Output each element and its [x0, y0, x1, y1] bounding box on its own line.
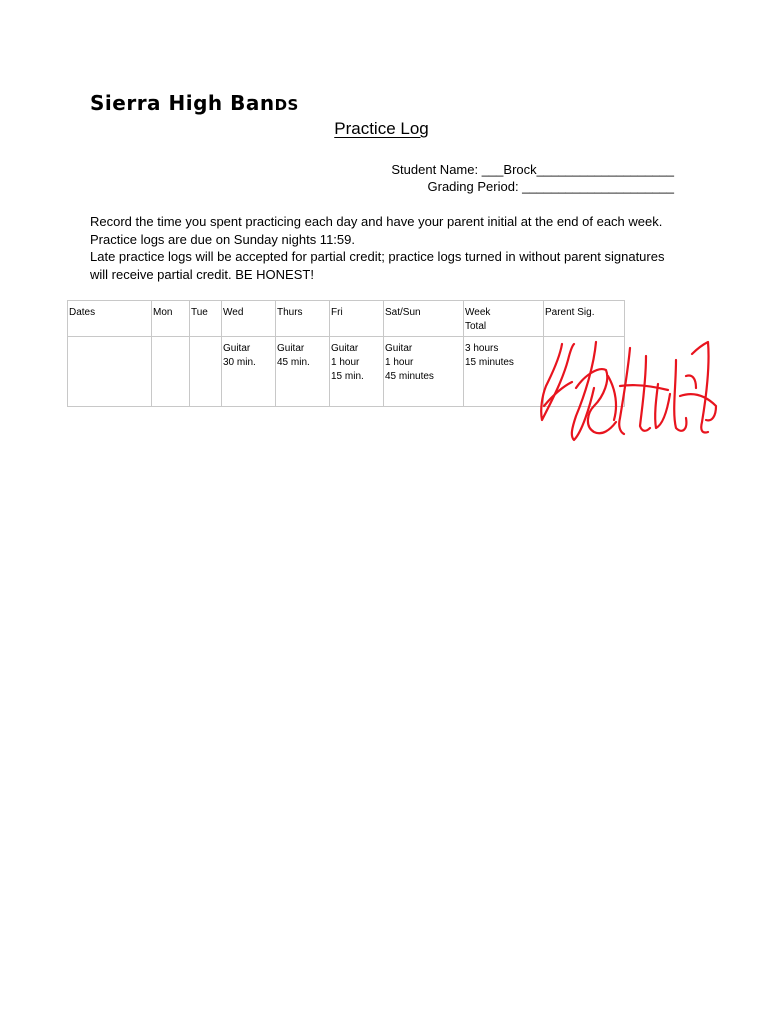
header-wed: Wed: [222, 301, 276, 337]
cell-fri: [330, 337, 384, 407]
header-sat-sun: Sat/Sun: [384, 301, 464, 337]
org-title-tail: DS: [274, 96, 299, 114]
cell-mon: [152, 337, 190, 407]
cell-fri-line: Guitar: [331, 343, 359, 354]
header-thurs: Thurs: [276, 301, 330, 337]
grading-period-line: Grading Period: _____________________: [427, 179, 674, 194]
cell-thurs-line: 45 min.: [277, 357, 310, 368]
cell-week-total-line: 15 minutes: [465, 357, 514, 368]
instruction-line: Late practice logs will be accepted for partial credit; practice logs turned in without parent signatures will receive partial credit. BE HONEST!: [90, 249, 665, 282]
document-title: Practice Log: [334, 119, 429, 138]
header-total-line: Total: [465, 321, 487, 332]
cell-sat-sun-line: 45 minutes: [385, 371, 434, 382]
cell-week-total-line: 3 hours: [465, 343, 499, 354]
instructions: [90, 213, 680, 283]
cell-fri-line: 15 min.: [331, 371, 364, 382]
cell-tue: [190, 337, 222, 407]
cell-dates: [68, 337, 152, 407]
header-week-total: [464, 301, 544, 337]
cell-wed-line: Guitar: [223, 343, 251, 354]
org-title-main: Sierra High Ban: [90, 91, 275, 115]
instruction-line: Record the time you spent practicing each day and have your parent initial at the end of each week.: [90, 214, 663, 229]
cell-wed: [222, 337, 276, 407]
cell-sat-sun-line: 1 hour: [385, 357, 414, 368]
header-fri: Fri: [330, 301, 384, 337]
cell-thurs: [276, 337, 330, 407]
header-mon: Mon: [152, 301, 190, 337]
header-tue: Tue: [190, 301, 222, 337]
cell-thurs-line: Guitar: [277, 343, 305, 354]
header-parent-sig: Parent Sig.: [544, 301, 625, 337]
header-dates: Dates: [68, 301, 152, 337]
student-name-line: Student Name: ___Brock___________________: [391, 162, 674, 177]
table-header-row: [68, 301, 625, 337]
cell-week-total: [464, 337, 544, 407]
cell-wed-line: 30 min.: [223, 357, 256, 368]
header-week-line: Week: [465, 307, 491, 318]
cell-fri-line: 1 hour: [331, 357, 360, 368]
parent-signature: [536, 336, 720, 448]
cell-sat-sun: [384, 337, 464, 407]
org-title: [90, 91, 299, 115]
instruction-line: Practice logs are due on Sunday nights 11:59.: [90, 231, 355, 247]
cell-sat-sun-line: Guitar: [385, 343, 413, 354]
